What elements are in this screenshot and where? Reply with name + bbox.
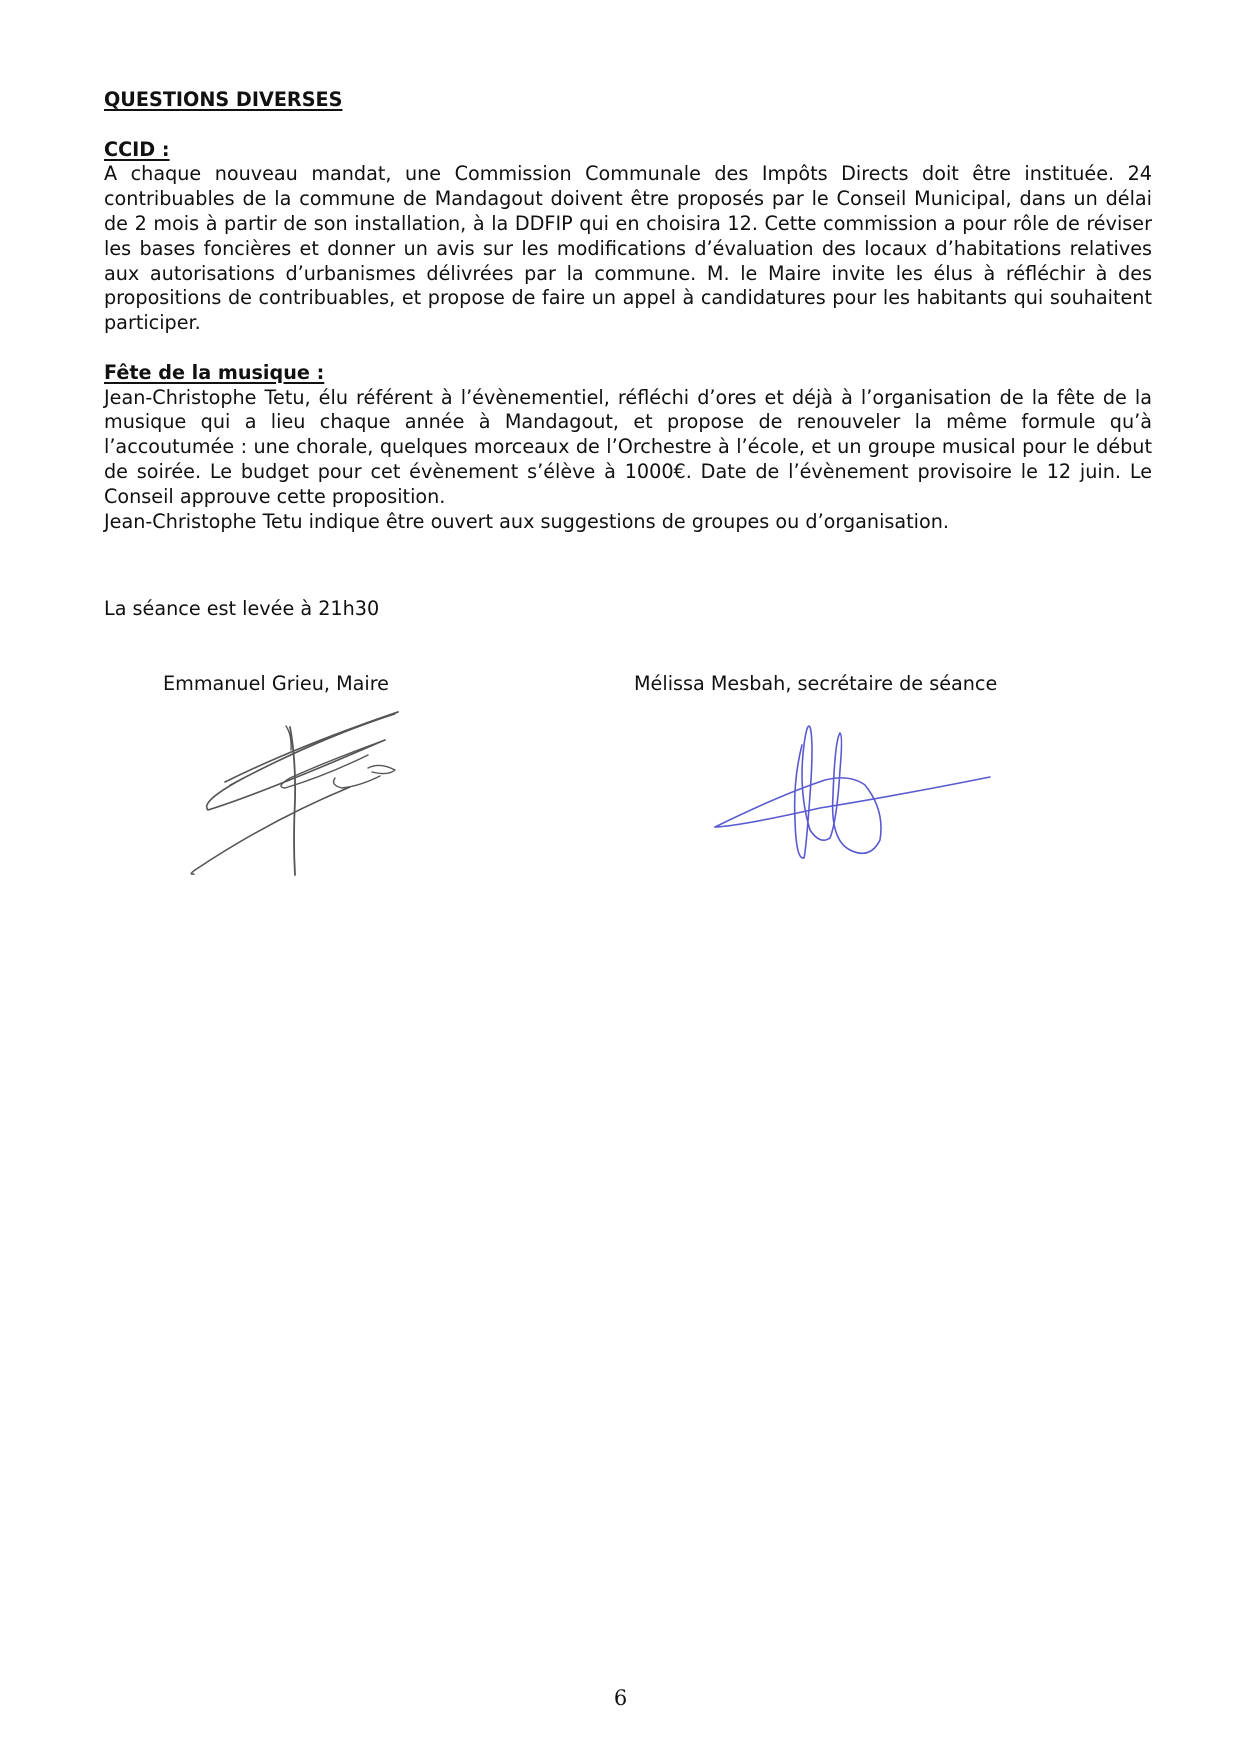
document-body (104, 88, 1152, 559)
closing-statement: La séance est levée à 21h30 (104, 597, 380, 620)
section-body-ccid: A chaque nouveau mandat, une Commission Communale des Impôts Directs doit être instituée. 24 contribuables de la commune de Mandagout doivent être proposés par le Conseil Municipal, dans un délai de 2 mois à partir de son installation, à la DDFIP qui en choisira 12. Cette commission a pour rôle de réviser les bases foncières et donner un avis sur les modifications d’évaluation des locaux d’habitations relatives aux autorisations d’urbanismes délivrées par la commune. M. le Maire invite les élus à réfléchir à des propositions de contribuables, et propose de faire un appel à candidatures pour les habitants qui souhaitent participer. (104, 162, 1152, 335)
main-heading: QUESTIONS DIVERSES (104, 88, 343, 111)
page-number: 6 (613, 1686, 628, 1710)
section-heading-fete-musique: Fête de la musique : (104, 360, 325, 384)
section-ccid (104, 138, 1152, 336)
mayor-signature-icon (150, 690, 450, 890)
section-heading-ccid: CCID : (104, 137, 170, 161)
secretary-signature-icon (700, 700, 1020, 880)
signatory-secretary: Mélissa Mesbah, secrétaire de séance (634, 672, 998, 695)
section-body-fete-musique: Jean-Christophe Tetu, élu référent à l’évènementiel, réfléchi d’ores et déjà à l’organisation de la fête de la musique qui a lieu chaque année à Mandagout, et propose de renouveler la même formule qu’à l’accoutumée : une chorale, quelques morceaux de l’Orchestre à l’école, et un groupe musical pour le début de soirée. Le budget pour cet évènement s’élève à 1000€. Date de l’évènement provisoire le 12 juin. Le Conseil approuve cette proposition. (104, 385, 1152, 508)
signatory-mayor: Emmanuel Grieu, Maire (163, 672, 389, 695)
section-body-fete-musique-2: Jean-Christophe Tetu indique être ouvert aux suggestions de groupes ou d’organisation. (104, 509, 950, 533)
section-fete-musique (104, 361, 1152, 535)
